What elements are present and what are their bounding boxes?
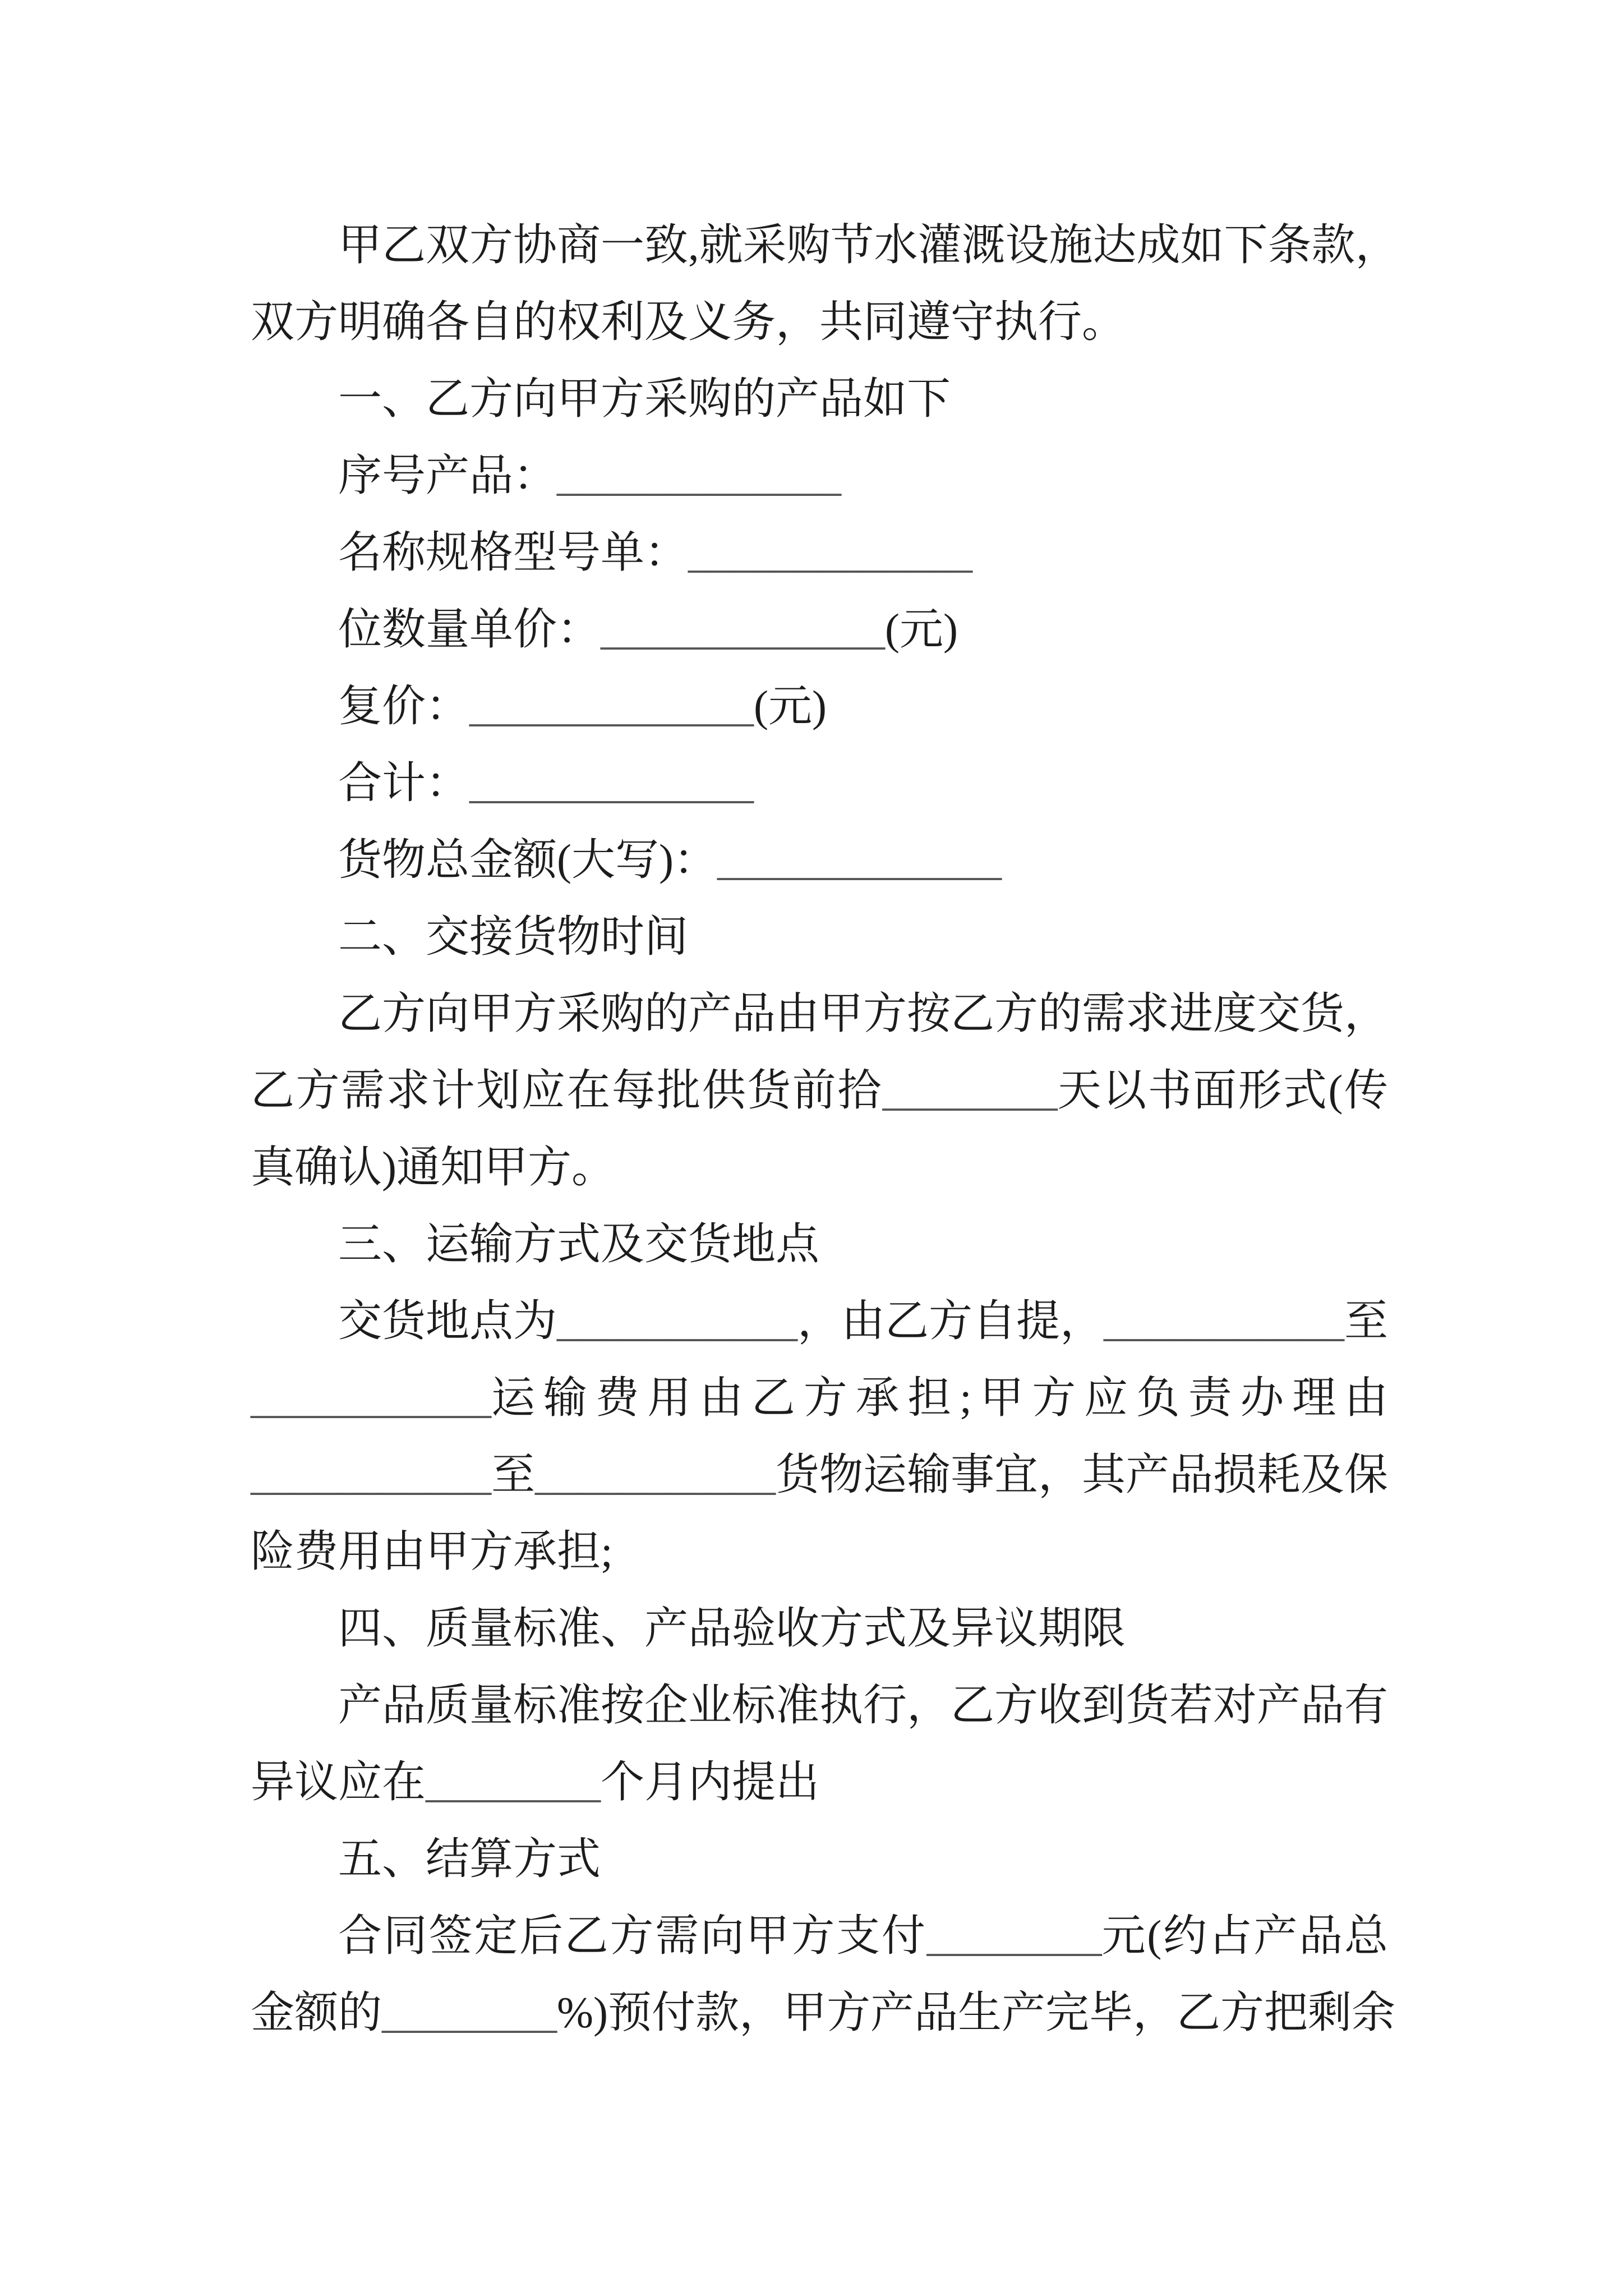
field-unit-quantity-price: 位数量单价：_____________(元) [338, 605, 958, 654]
contract-body [251, 206, 1399, 2051]
section-transport [251, 1205, 1396, 1590]
section-heading: 三、运输方式及交货地点 [338, 1220, 820, 1268]
blank-field: _____________ [469, 682, 754, 730]
body-line: ___________运输费用由乙方承担;甲方应负责办理由 [251, 1373, 1396, 1422]
blank-field: _____________ [717, 835, 1002, 884]
blank-field: _____________ [688, 528, 973, 577]
intro-line: 甲乙双方协商一致,就采购节水灌溉设施达成如下条款， [338, 220, 1399, 269]
body-line: 异议应在________个月内提出 [251, 1757, 820, 1806]
blank-field: ________ [426, 1757, 601, 1806]
section-delivery-time [251, 898, 1388, 1205]
blank-field: _____________ [601, 605, 886, 654]
section-settlement [251, 1820, 1395, 2051]
body-line: 险费用由甲方承担; [251, 1527, 613, 1576]
blank-field: _____________ [557, 451, 842, 500]
section-heading: 一、乙方向甲方采购的产品如下 [338, 374, 951, 423]
blank-field: _____________ [469, 758, 754, 807]
section-products [251, 360, 1388, 898]
section-quality [251, 1590, 1388, 1820]
blank-field: ___________ [557, 1296, 798, 1345]
blank-field: ___________ [1104, 1296, 1345, 1345]
body-line: 真确认)通知甲方。 [251, 1143, 615, 1191]
field-serial-product: 序号产品：_____________ [338, 451, 842, 500]
body-line: 金额的________%)预付款，甲方产品生产完毕，乙方把剩余 [251, 1988, 1395, 2037]
blank-field: ________ [382, 1988, 557, 2037]
blank-field: ___________ [251, 1450, 491, 1499]
blank-field: ________ [926, 1911, 1102, 1960]
field-total: 合计：_____________ [338, 758, 754, 807]
body-line: 交货地点为___________，由乙方自提，___________至 [338, 1296, 1389, 1345]
field-name-spec-model: 名称规格型号单：_____________ [338, 528, 973, 577]
body-line: 乙方需求计划应在每批供货前拾________天以书面形式(传 [251, 1066, 1390, 1115]
intro-paragraph [251, 206, 1399, 360]
body-line: 合同签定后乙方需向甲方支付________元(约占产品总 [338, 1911, 1390, 1960]
field-compound-price: 复价：_____________(元) [338, 682, 827, 730]
body-line: 产品质量标准按企业标准执行，乙方收到货若对产品有 [338, 1681, 1389, 1729]
blank-field: ________ [882, 1066, 1058, 1115]
section-heading: 四、质量标准、产品验收方式及异议期限 [338, 1604, 1126, 1653]
body-line: ___________至___________货物运输事宜，其产品损耗及保 [251, 1450, 1389, 1499]
body-line: 乙方向甲方采购的产品由甲方按乙方的需求进度交货， [338, 989, 1389, 1038]
blank-field: ___________ [251, 1373, 491, 1422]
intro-line: 双方明确各自的权利及义务，共同遵守执行。 [251, 297, 1126, 346]
field-total-amount-words: 货物总金额(大写)：_____________ [338, 835, 1002, 884]
section-heading: 五、结算方式 [338, 1834, 601, 1883]
section-heading: 二、交接货物时间 [338, 912, 689, 961]
blank-field: ___________ [535, 1450, 776, 1499]
